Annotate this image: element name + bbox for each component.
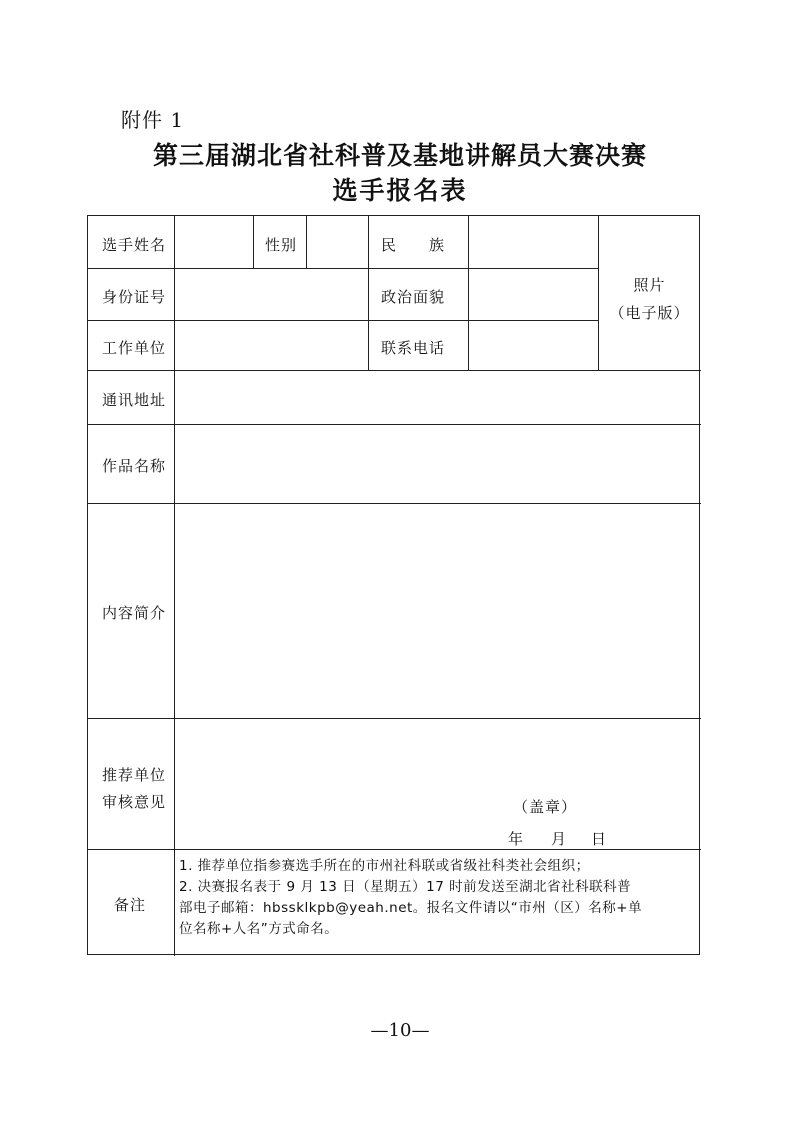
month-label: 月 xyxy=(551,830,568,848)
remarks-line: 部电子邮箱：hbssklkpb@yeah.net。报名文件请以“市州（区）名称+单 xyxy=(179,900,643,916)
row-divider xyxy=(88,849,701,850)
row-divider xyxy=(88,718,701,719)
remarks-label: 备注 xyxy=(114,896,147,914)
summary-label: 内容简介 xyxy=(102,604,167,622)
recommend-label-line2: 审核意见 xyxy=(102,793,167,811)
row-divider xyxy=(88,370,701,371)
gender-label: 性别 xyxy=(265,236,298,254)
photo-sub-label: （电子版） xyxy=(609,304,690,322)
column-divider xyxy=(306,216,307,268)
row-divider xyxy=(88,320,598,321)
seal-label: （盖章） xyxy=(513,798,578,816)
work-unit-label: 工作单位 xyxy=(102,339,167,357)
registration-form-table xyxy=(87,215,700,955)
political-status-label: 政治面貌 xyxy=(381,288,446,306)
ethnicity-label: 民 族 xyxy=(381,236,446,254)
remarks-line: 1. 推荐单位指参赛选手所在的市州社科联或省级社科类社会组织； xyxy=(179,858,590,874)
column-divider xyxy=(174,216,175,956)
remarks-line: 位名称+人名”方式命名。 xyxy=(179,921,339,937)
column-divider xyxy=(368,216,369,370)
column-divider xyxy=(253,216,254,268)
remarks-content xyxy=(179,856,694,940)
phone-label: 联系电话 xyxy=(381,339,446,357)
remarks-line: 2. 决赛报名表于 9 月 13 日（星期五）17 时前发送至湖北省社科联科普 xyxy=(179,879,632,895)
address-label: 通讯地址 xyxy=(102,391,167,409)
recommend-label-line1: 推荐单位 xyxy=(102,766,167,784)
page-number: —10— xyxy=(370,1020,430,1041)
row-divider xyxy=(88,424,701,425)
photo-label: 照片 xyxy=(633,276,666,294)
form-title-line1: 第三届湖北省社科普及基地讲解员大赛决赛 xyxy=(152,141,647,170)
row-divider xyxy=(88,503,701,504)
id-number-label: 身份证号 xyxy=(102,288,167,306)
work-title-label: 作品名称 xyxy=(102,457,167,475)
form-title-line2: 选手报名表 xyxy=(332,176,468,205)
year-label: 年 xyxy=(508,830,525,848)
attachment-label: 附件 1 xyxy=(121,108,185,132)
row-divider xyxy=(88,268,598,269)
day-label: 日 xyxy=(591,830,608,848)
column-divider xyxy=(468,216,469,370)
contestant-name-label: 选手姓名 xyxy=(102,236,167,254)
